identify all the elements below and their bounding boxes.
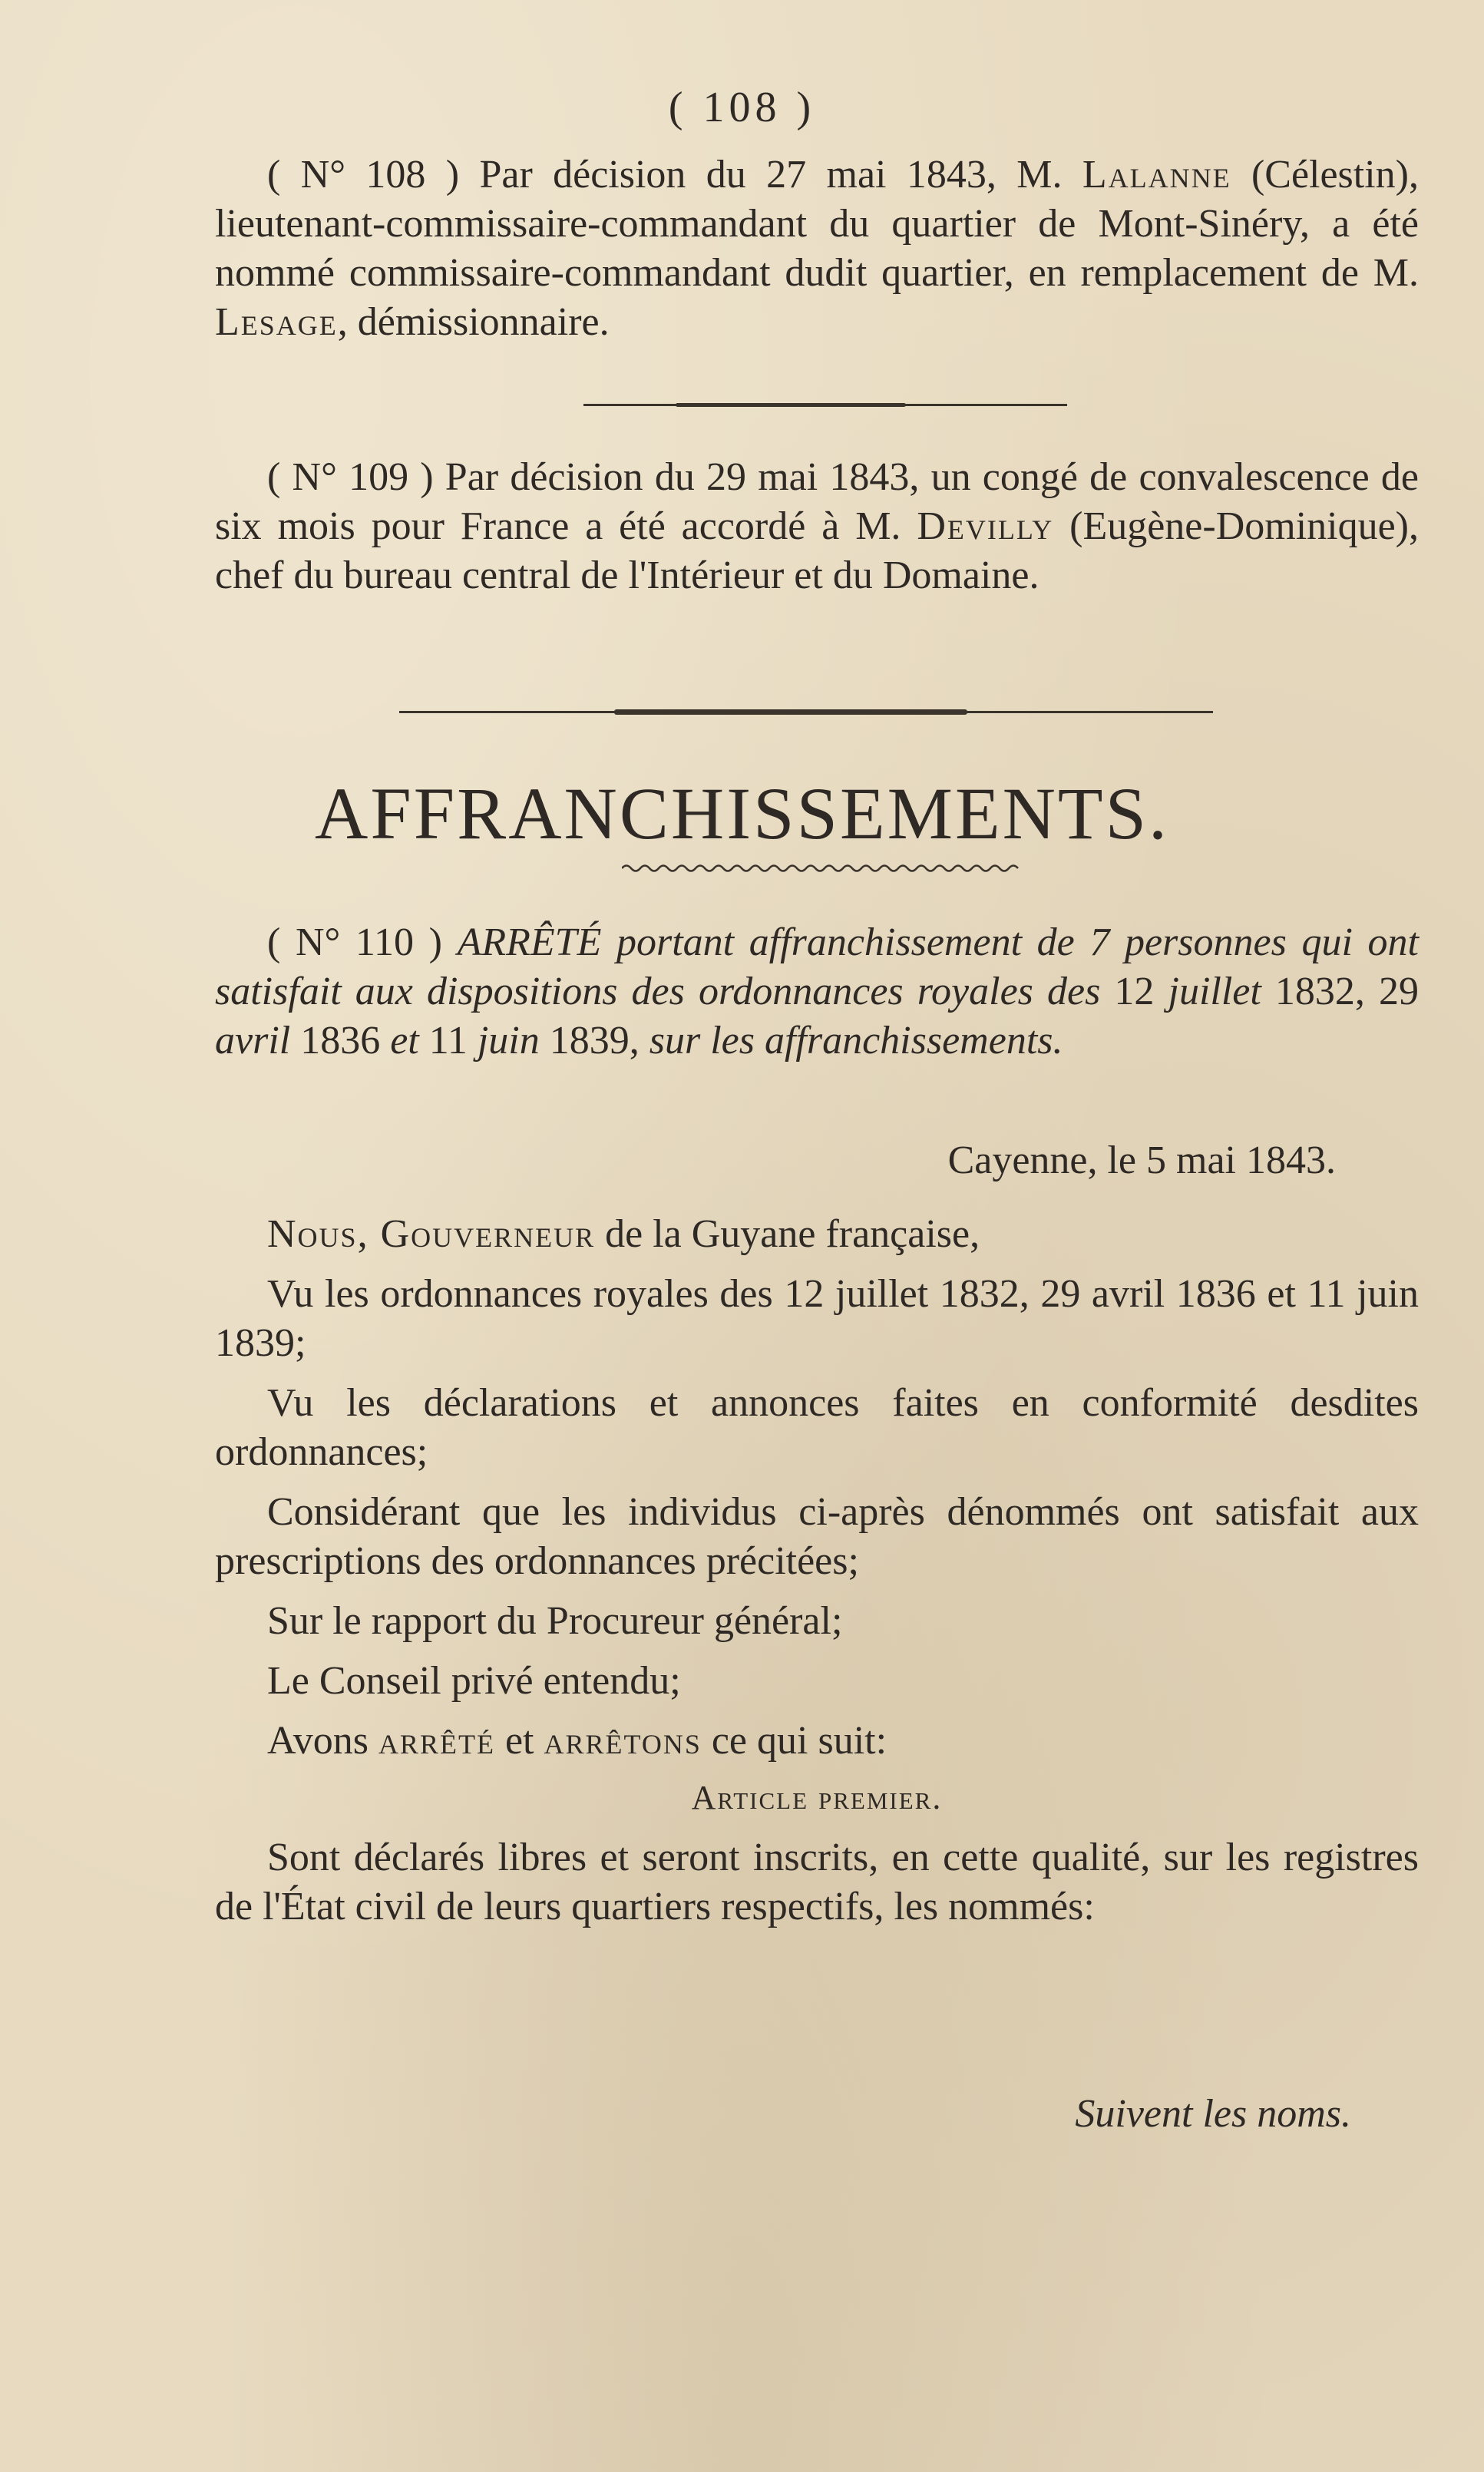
arrete-110-heading: [215, 918, 1419, 1066]
entry-108-paragraph: ( N° 108 ) Par décision du 27 mai 1843, M. Lalanne (Célestin), lieutenant-commissaire-commandant du quartier de Mont-Sinéry, a été nommé commissaire-commandant dudit quartier, en remplacement de M. Lesage, démissionnaire.: [215, 153, 1419, 344]
person-name: Lalanne: [1082, 153, 1231, 197]
avons-arrete: Avons arrêté et arrêtons ce qui suit:: [267, 1719, 887, 1763]
sur-le-rapport: Sur le rapport du Procureur général;: [267, 1599, 843, 1643]
closing-line: Suivent les noms.: [1075, 2092, 1351, 2136]
entry-number: ( N° 110 ): [267, 920, 442, 964]
sont-declares: Sont déclarés libres et seront inscrits, en cette qualité, sur les registres de l'État civil de leurs quartiers respectifs, les nommés:: [215, 1836, 1419, 1928]
person-name: Devilly: [917, 504, 1054, 548]
dateline: Cayenne, le 5 mai 1843.: [947, 1139, 1336, 1182]
ornament-squiggle: [622, 863, 1021, 874]
governor-title: Gouverneur: [380, 1212, 596, 1256]
arrete-heading-paragraph: ( N° 110 ) ARRÊTÉ portant affranchissement de 7 personnes qui ont satisfait aux dispositions des ordonnances royales des 12 juillet 1832, 29 avril 1836 et 11 juin 1839, sur les affranchissements.: [215, 920, 1420, 1062]
considerant: Considérant que les individus ci-après dénommés ont satisfait aux prescriptions des ordonnances précitées;: [215, 1490, 1419, 1583]
arrete-body: [215, 1210, 1419, 1932]
nous-line: Nous, Gouverneur de la Guyane française,: [267, 1212, 980, 1256]
vu-ordonnances: Vu les ordonnances royales des 12 juillet 1832, 29 avril 1836 et 11 juin 1839;: [215, 1272, 1419, 1365]
entry-109: [215, 453, 1419, 600]
entry-number: ( N° 108 ): [267, 153, 460, 197]
section-divider-rule: [399, 711, 1213, 713]
conseil-prive: Le Conseil privé entendu;: [267, 1659, 681, 1703]
person-name: Lesage: [215, 300, 338, 344]
entry-108: [215, 150, 1419, 347]
entry-109-paragraph: ( N° 109 ) Par décision du 29 mai 1843, un congé de convalescence de six mois pour France a été accordé à M. Devilly (Eugène-Dominique), chef du bureau central de l'Intérieur et du Domaine.: [215, 455, 1419, 597]
section-title: AFFRANCHISSEMENTS.: [315, 772, 1169, 854]
divider-rule: [583, 404, 1067, 406]
entry-number: ( N° 109 ): [267, 455, 434, 499]
vu-declarations: Vu les déclarations et annonces faites en conformité desdites ordonnances;: [215, 1381, 1419, 1474]
article-premier: Article premier.: [691, 1779, 943, 1816]
page-number: ( 108 ): [668, 84, 816, 131]
